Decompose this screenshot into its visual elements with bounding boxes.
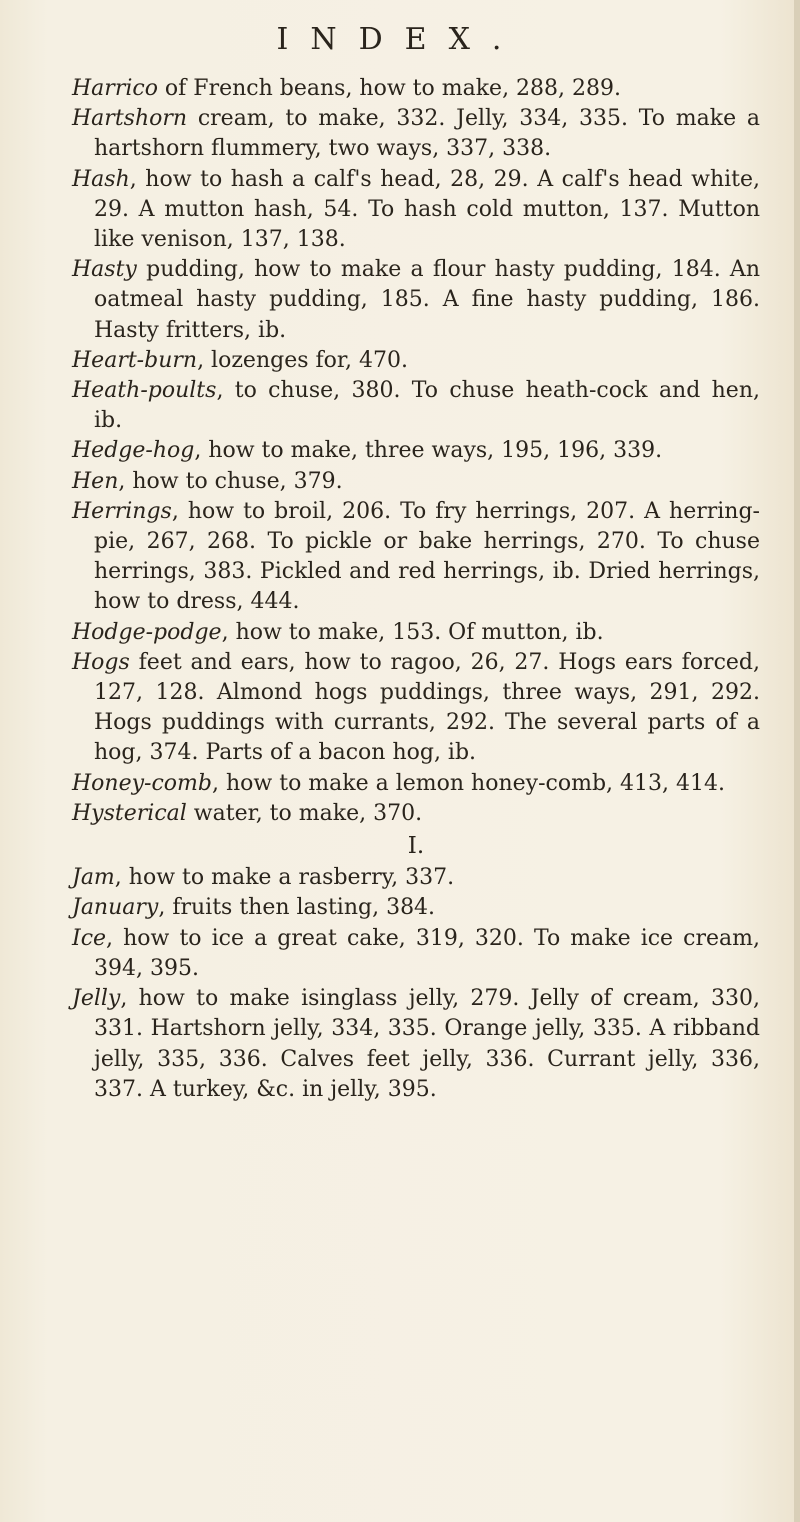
entry-headword: Herrings [72,498,172,524]
entry-text: of French beans, how to make, 288, 289. [157,76,622,101]
index-entry [72,436,760,466]
index-entry [72,346,760,376]
entry-text: , how to chuse, 379. [118,468,343,494]
index-entries [72,74,760,1105]
entry-headword: Hodge-podge [72,619,222,645]
entry-headword: Hysterical [72,800,187,826]
index-entry [72,769,760,799]
entry-text: , to chuse, 380. To chuse heath-cock and hen, ib. [94,378,760,434]
index-entry [72,984,760,1105]
index-entry [72,618,760,648]
index-section-h [72,74,760,829]
page-edge [794,0,800,1522]
index-entry [72,467,760,497]
entry-headword: Hash [72,166,130,192]
entry-headword: Ice [72,925,107,951]
entry-headword: Hedge-hog [72,438,195,464]
entry-text: feet and ears, how to ragoo, 26, 27. Hogs ears forced, 127, 128. Almond hogs puddings, three ways, 291, 292. Hogs puddings with currants, 292. The several parts of a hog, 374. Parts of a bacon hog, ib. [94,649,760,766]
index-entry [72,799,760,829]
index-entry [72,924,760,984]
entry-text: , how to broil, 206. To fry herrings, 207. A herring-pie, 267, 268. To pickle or bake herrings, 270. To chuse herrings, 383. Pickled and red herrings, ib. Dried herrings, how to dress, 444. [94,498,760,615]
index-entry [72,104,760,164]
index-entry [72,648,760,769]
entry-headword: January [72,895,159,921]
entry-text: , how to hash a calf's head, 28, 29. A calf's head white, 29. A mutton hash, 54. To hash cold mutton, 137. Mutton like venison, 137, 138. [94,166,760,253]
entry-headword: Hogs [72,649,130,675]
entry-text: water, to make, 370. [186,800,423,826]
index-section-i [72,863,760,1105]
entry-text: , how to make a lemon honey-comb, 413, 414. [212,770,725,796]
page-header: INDEX. [276,22,524,57]
entry-headword: Jelly [72,986,121,1012]
index-entry [72,74,760,104]
entry-text: pudding, how to make a flour hasty pudding, 184. An oatmeal hasty pudding, 185. A fine hasty pudding, 186. Hasty fritters, ib. [94,257,760,343]
index-entry [72,376,760,436]
entry-headword: Jam [72,865,115,891]
entry-headword: Hartshorn [72,106,188,132]
entry-headword: Hasty [72,257,137,283]
index-entry [72,255,760,346]
entry-text: , fruits then lasting, 384. [158,895,436,921]
entry-text: , how to make, 153. Of mutton, ib. [221,619,604,645]
entry-text: , how to make a rasberry, 337. [114,865,455,891]
entry-headword: Honey-comb [72,770,212,796]
entry-headword: Hen [72,468,119,494]
index-entry [72,497,760,618]
entry-headword: Heath-poults [72,378,217,404]
entry-text: , how to ice a great cake, 319, 320. To make ice cream, 394, 395. [94,925,760,981]
index-entry [72,863,760,893]
entry-text: , lozenges for, 470. [197,347,408,373]
entry-text: , how to make, three ways, 195, 196, 339. [194,438,663,464]
entry-headword: Harrico [72,76,158,101]
index-entry [72,165,760,256]
index-entry [72,893,760,923]
entry-headword: Heart-burn [72,347,198,373]
section-letter-i: I. [407,833,425,860]
entry-text: cream, to make, 332. Jelly, 334, 335. To make a hartshorn flummery, two ways, 337, 338. [94,106,760,162]
entry-text: , how to make isinglass jelly, 279. Jelly of cream, 330, 331. Hartshorn jelly, 334, 335. Orange jelly, 335. A ribband jelly, 335, 336. Calves feet jelly, 336. Currant jelly, 336, 337. A turkey, &c. in jelly, 395. [94,986,760,1102]
